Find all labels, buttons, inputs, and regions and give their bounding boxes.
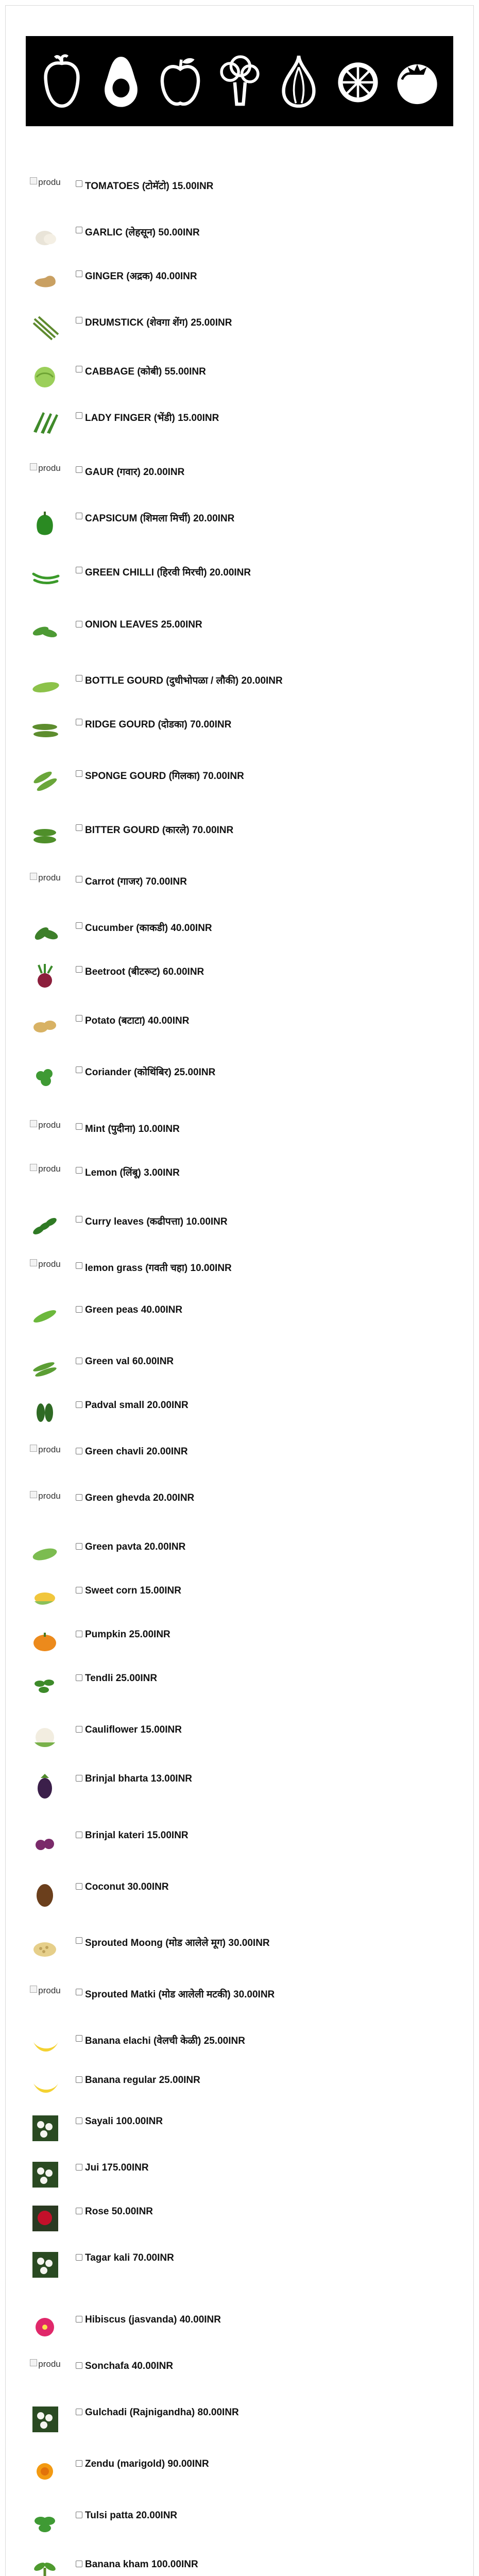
product-image: [28, 1354, 62, 1384]
product-checkbox[interactable]: [76, 1306, 82, 1313]
product-row: [28, 1587, 440, 1618]
product-row: [28, 2409, 440, 2439]
product-image: [28, 767, 62, 797]
product-image: [28, 363, 62, 393]
product-image: [28, 510, 62, 539]
product-row: [28, 621, 440, 652]
product-checkbox[interactable]: [76, 466, 82, 473]
product-image: [28, 1303, 62, 1333]
product-checkbox[interactable]: [76, 2512, 82, 2518]
product-label: Green pavta 20.00INR: [85, 1541, 186, 1552]
broken-image-icon: produ: [28, 1120, 62, 1150]
product-label: Banana regular 25.00INR: [85, 2075, 200, 2086]
product-checkbox[interactable]: [76, 1726, 82, 1733]
product-row: [28, 2316, 440, 2347]
product-label: ONION LEAVES 25.00INR: [85, 619, 202, 630]
product-row: [28, 317, 440, 348]
product-image: [28, 2557, 62, 2576]
product-label: Beetroot (बीटरूट) 60.00INR: [85, 967, 204, 977]
product-image: [28, 716, 62, 745]
broken-image-icon: produ: [28, 1491, 62, 1521]
product-row: [28, 2035, 440, 2066]
product-label: Mint (पुदीना) 10.00INR: [85, 1124, 180, 1134]
product-image: [28, 919, 62, 949]
product-label: Sprouted Matki (मोड आलेली मटकी) 30.00INR: [85, 1989, 275, 2000]
product-checkbox[interactable]: [76, 1262, 82, 1269]
product-checkbox[interactable]: [76, 2035, 82, 2042]
product-row: [28, 2117, 440, 2148]
product-row: [28, 2076, 440, 2107]
product-label: Tendli 25.00INR: [85, 1673, 158, 1684]
product-row: [28, 2460, 440, 2491]
product-checkbox[interactable]: [76, 719, 82, 725]
product-checkbox[interactable]: [76, 2561, 82, 2567]
product-checkbox[interactable]: [76, 2164, 82, 2171]
product-checkbox[interactable]: [76, 922, 82, 929]
product-label: Green val 60.00INR: [85, 1356, 174, 1367]
product-label: Sweet corn 15.00INR: [85, 1585, 181, 1596]
product-row: [28, 1832, 440, 1862]
product-row: [28, 463, 440, 497]
product-label: BOTTLE GOURD (दुधीभोपळा / लौकी) 20.00INR: [85, 675, 283, 686]
product-image: [28, 2161, 62, 2191]
product-label: GREEN CHILLI (हिरवी मिरची) 20.00INR: [85, 567, 251, 578]
product-checkbox[interactable]: [76, 1494, 82, 1501]
product-label: Sprouted Moong (मोड आलेले मूग) 30.00INR: [85, 1938, 270, 1948]
product-row: [28, 1401, 440, 1432]
product-checkbox[interactable]: [76, 227, 82, 233]
product-image: [28, 2205, 62, 2234]
product-checkbox[interactable]: [76, 1775, 82, 1782]
product-checkbox[interactable]: [76, 1066, 82, 1073]
product-checkbox[interactable]: [76, 2362, 82, 2369]
product-checkbox[interactable]: [76, 513, 82, 519]
product-image: [28, 963, 62, 993]
product-image: [28, 224, 62, 253]
product-image: [28, 2032, 62, 2062]
product-checkbox[interactable]: [76, 1448, 82, 1454]
product-image: [28, 821, 62, 851]
product-checkbox[interactable]: [76, 1543, 82, 1550]
product-label: Sayali 100.00INR: [85, 2116, 163, 2127]
broken-image-icon: produ: [28, 1259, 62, 1289]
product-image: [28, 314, 62, 344]
product-image: [28, 1628, 62, 1657]
broken-image-icon: produ: [28, 177, 62, 207]
product-row: [28, 1491, 440, 1525]
product-row: [28, 412, 440, 443]
product-image: [28, 2251, 62, 2281]
product-label: Brinjal kateri 15.00INR: [85, 1830, 189, 1841]
product-label: TOMATOES (टोमॅटो) 15.00INR: [85, 181, 214, 192]
product-image: [28, 2313, 62, 2343]
product-checkbox[interactable]: [76, 1123, 82, 1130]
product-checkbox[interactable]: [76, 1015, 82, 1022]
product-image: [28, 1934, 62, 1964]
product-label: lemon grass (गवती चहा) 10.00INR: [85, 1263, 232, 1274]
product-checkbox[interactable]: [76, 824, 82, 831]
product-checkbox[interactable]: [76, 2208, 82, 2214]
product-row: [28, 770, 440, 801]
product-checkbox[interactable]: [76, 675, 82, 682]
product-checkbox[interactable]: [76, 412, 82, 419]
product-image: [28, 2509, 62, 2538]
product-label: Tagar kali 70.00INR: [85, 2252, 174, 2263]
product-image: [28, 1723, 62, 1753]
product-checkbox[interactable]: [76, 1216, 82, 1223]
product-checkbox[interactable]: [76, 180, 82, 187]
product-checkbox[interactable]: [76, 1674, 82, 1681]
product-checkbox[interactable]: [76, 1358, 82, 1364]
product-label: Carrot (गाजर) 70.00INR: [85, 876, 187, 887]
product-image: [28, 1828, 62, 1858]
product-label: Tulsi patta 20.00INR: [85, 2510, 178, 2521]
product-checkbox[interactable]: [76, 876, 82, 883]
product-checkbox[interactable]: [76, 1631, 82, 1637]
product-label: Brinjal bharta 13.00INR: [85, 1773, 193, 1784]
product-label: RIDGE GOURD (दोडका) 70.00INR: [85, 719, 232, 730]
product-checkbox[interactable]: [76, 567, 82, 573]
broken-image-icon: produ: [28, 2359, 62, 2389]
product-row: [28, 1306, 440, 1337]
product-row: [28, 1883, 440, 1914]
product-image: [28, 2405, 62, 2435]
product-row: [28, 675, 440, 706]
product-image: [28, 1880, 62, 1910]
product-label: GINGER (अद्रक) 40.00INR: [85, 271, 197, 282]
product-checkbox[interactable]: [76, 1989, 82, 1995]
product-checkbox[interactable]: [76, 2254, 82, 2261]
product-image: [28, 267, 62, 297]
product-label: LADY FINGER (भेंडी) 15.00INR: [85, 413, 219, 423]
product-image: [28, 672, 62, 702]
product-label: Gulchadi (Rajnigandha) 80.00INR: [85, 2407, 239, 2418]
product-image: [28, 1772, 62, 1802]
product-label: GAUR (गवार) 20.00INR: [85, 467, 185, 478]
product-checkbox[interactable]: [76, 2460, 82, 2467]
product-checkbox[interactable]: [76, 1883, 82, 1890]
product-label: DRUMSTICK (शेवगा शेंग) 25.00INR: [85, 317, 232, 328]
product-image: [28, 1213, 62, 1243]
product-row: [28, 1259, 440, 1293]
product-label: CABBAGE (कोबी) 55.00INR: [85, 366, 206, 377]
product-image: [28, 1584, 62, 1614]
product-image: [28, 2073, 62, 2103]
product-row: [28, 873, 440, 907]
product-row: [28, 1120, 440, 1154]
product-label: Potato (बटाटा) 40.00INR: [85, 1015, 190, 1026]
product-label: Green ghevda 20.00INR: [85, 1493, 195, 1503]
product-row: [28, 922, 440, 953]
product-row: [28, 1066, 440, 1097]
product-image: [28, 1671, 62, 1701]
product-checkbox[interactable]: [76, 366, 82, 372]
product-label: Lemon (लिंबू) 3.00INR: [85, 1167, 180, 1178]
product-label: Banana kham 100.00INR: [85, 2559, 198, 2570]
product-row: [28, 2359, 440, 2393]
product-row: [28, 366, 440, 397]
broken-image-icon: produ: [28, 1445, 62, 1475]
product-row: [28, 227, 440, 258]
product-row: [28, 1674, 440, 1705]
product-row: [28, 1015, 440, 1046]
product-checkbox[interactable]: [76, 1401, 82, 1408]
product-label: Cauliflower 15.00INR: [85, 1724, 182, 1735]
product-row: [28, 270, 440, 301]
product-row: [28, 966, 440, 997]
product-checkbox[interactable]: [76, 1832, 82, 1838]
product-image: [28, 2114, 62, 2144]
product-checkbox[interactable]: [76, 1587, 82, 1594]
product-checkbox[interactable]: [76, 2117, 82, 2124]
product-row: [28, 177, 440, 211]
product-image: [28, 1398, 62, 1428]
product-image: [28, 618, 62, 648]
broken-image-icon: produ: [28, 463, 62, 493]
product-row: [28, 1543, 440, 1574]
product-image: [28, 564, 62, 594]
product-image: [28, 1012, 62, 1042]
product-row: [28, 2512, 440, 2543]
product-row: [28, 1775, 440, 1806]
product-label: Coconut 30.00INR: [85, 1882, 169, 1892]
product-row: [28, 824, 440, 855]
product-row: [28, 2164, 440, 2195]
product-row: [28, 1216, 440, 1247]
product-label: Cucumber (काकडी) 40.00INR: [85, 923, 212, 934]
product-label: Curry leaves (कढीपत्ता) 10.00INR: [85, 1216, 228, 1227]
product-label: Sonchafa 40.00INR: [85, 2361, 174, 2371]
product-label: Rose 50.00INR: [85, 2206, 153, 2217]
product-label: Padval small 20.00INR: [85, 1400, 189, 1411]
product-checkbox[interactable]: [76, 317, 82, 324]
product-row: [28, 2561, 440, 2576]
product-label: Green chavli 20.00INR: [85, 1446, 188, 1457]
product-label: Zendu (marigold) 90.00INR: [85, 2459, 209, 2469]
product-row: [28, 567, 440, 598]
product-image: [28, 409, 62, 439]
product-row: [28, 1445, 440, 1479]
product-image: [28, 1540, 62, 1570]
broken-image-icon: produ: [28, 873, 62, 903]
product-row: [28, 2208, 440, 2239]
product-image: [28, 2457, 62, 2487]
product-checkbox[interactable]: [76, 270, 82, 277]
product-checkbox[interactable]: [76, 2076, 82, 2083]
product-row: [28, 719, 440, 750]
product-row: [28, 1358, 440, 1388]
product-label: Pumpkin 25.00INR: [85, 1629, 170, 1640]
broken-image-icon: produ: [28, 1164, 62, 1194]
broken-image-icon: produ: [28, 1986, 62, 2015]
product-row: [28, 513, 440, 544]
product-checkbox[interactable]: [76, 2409, 82, 2415]
product-checkbox[interactable]: [76, 1167, 82, 1174]
product-label: Green peas 40.00INR: [85, 1304, 183, 1315]
product-checkbox[interactable]: [76, 1937, 82, 1944]
product-image: [28, 1063, 62, 1093]
product-row: [28, 1726, 440, 1757]
product-label: Coriander (कोथिंबिर) 25.00INR: [85, 1067, 216, 1078]
product-row: [28, 1937, 440, 1968]
product-checkbox[interactable]: [76, 770, 82, 777]
product-row: [28, 1986, 440, 2020]
product-checkbox[interactable]: [76, 966, 82, 973]
product-label: GARLIC (लेहसून) 50.00INR: [85, 227, 200, 238]
product-label: CAPSICUM (शिमला मिर्ची) 20.00INR: [85, 513, 235, 524]
product-label: Jui 175.00INR: [85, 2162, 149, 2173]
product-row: [28, 1164, 440, 1198]
product-checkbox[interactable]: [76, 2316, 82, 2323]
product-label: Banana elachi (वेलची केळी) 25.00INR: [85, 2036, 245, 2046]
product-row: [28, 1631, 440, 1662]
product-label: Hibiscus (jasvanda) 40.00INR: [85, 2314, 221, 2325]
product-label: SPONGE GOURD (गिलका) 70.00INR: [85, 771, 244, 782]
product-checkbox[interactable]: [76, 621, 82, 628]
product-label: BITTER GOURD (कारले) 70.00INR: [85, 825, 234, 836]
product-row: [28, 2254, 440, 2285]
